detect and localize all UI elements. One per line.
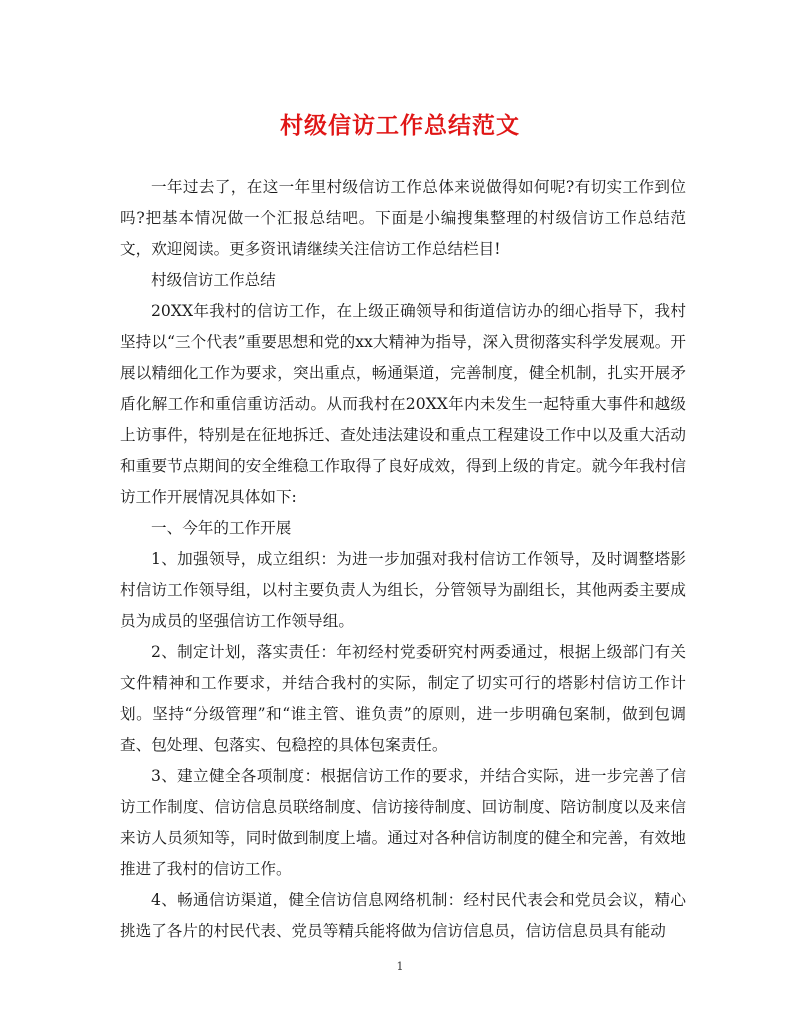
section-heading: 村级信访工作总结 bbox=[151, 271, 276, 289]
body-paragraph: 20XX年我村的信访工作，在上级正确领导和街道信访办的细心指导下，我村坚持以“三个代表”重要思想和党的xx大精神为指导，深入贯彻落实科学发展观。开展以精细化工作为要求，突出重点，畅通渠道，完善制度，健全机制，扎实开展矛盾化解工作和重信重访活动。从而我村在20XX年内未发生一起特重大事件和越级上访事件，特别是在征地拆迁、查处违法建设和重点工程建设工作中以及重大活动和重要节点期间的安全维稳工作取得了良好成效，得到上级的肯定。就今年我村信访工作开展情况具体如下: bbox=[120, 302, 686, 506]
document-body bbox=[120, 172, 686, 947]
body-paragraph: 1、加强领导，成立组织：为进一步加强对我村信访工作领导，及时调整塔影村信访工作领导组，以村主要负责人为组长，分管领导为副组长，其他两委主要成员为成员的坚强信访工作领导组。 bbox=[120, 550, 686, 630]
page-title: 村级信访工作总结范文 bbox=[280, 112, 520, 139]
intro-paragraph: 一年过去了，在这一年里村级信访工作总体来说做得如何呢?有切实工作到位吗?把基本情况做一个汇报总结吧。下面是小编搜集整理的村级信访工作总结范文，欢迎阅读。更多资讯请继续关注信访工作总结栏目! bbox=[120, 178, 686, 258]
body-paragraph: 4、畅通信访渠道，健全信访信息网络机制：经村民代表会和党员会议，精心挑选了各片的村民代表、党员等精兵能将做为信访信息员，信访信息员具有能动 bbox=[120, 891, 686, 940]
body-paragraph: 3、建立健全各项制度：根据信访工作的要求，并结合实际，进一步完善了信访工作制度、信访信息员联络制度、信访接待制度、回访制度、陪访制度以及来信来访人员须知等，同时做到制度上墙。通过对各种信访制度的健全和完善，有效地推进了我村的信访工作。 bbox=[120, 767, 686, 878]
page-number: 1 bbox=[396, 960, 404, 973]
body-paragraph: 2、制定计划，落实责任：年初经村党委研究村两委通过，根据上级部门有关文件精神和工作要求，并结合我村的实际，制定了切实可行的塔影村信访工作计划。坚持“分级管理”和“谁主管、谁负责”的原则，进一步明确包案制，做到包调查、包处理、包落实、包稳控的具体包案责任。 bbox=[120, 643, 686, 754]
section-heading: 一、今年的工作开展 bbox=[151, 519, 292, 537]
